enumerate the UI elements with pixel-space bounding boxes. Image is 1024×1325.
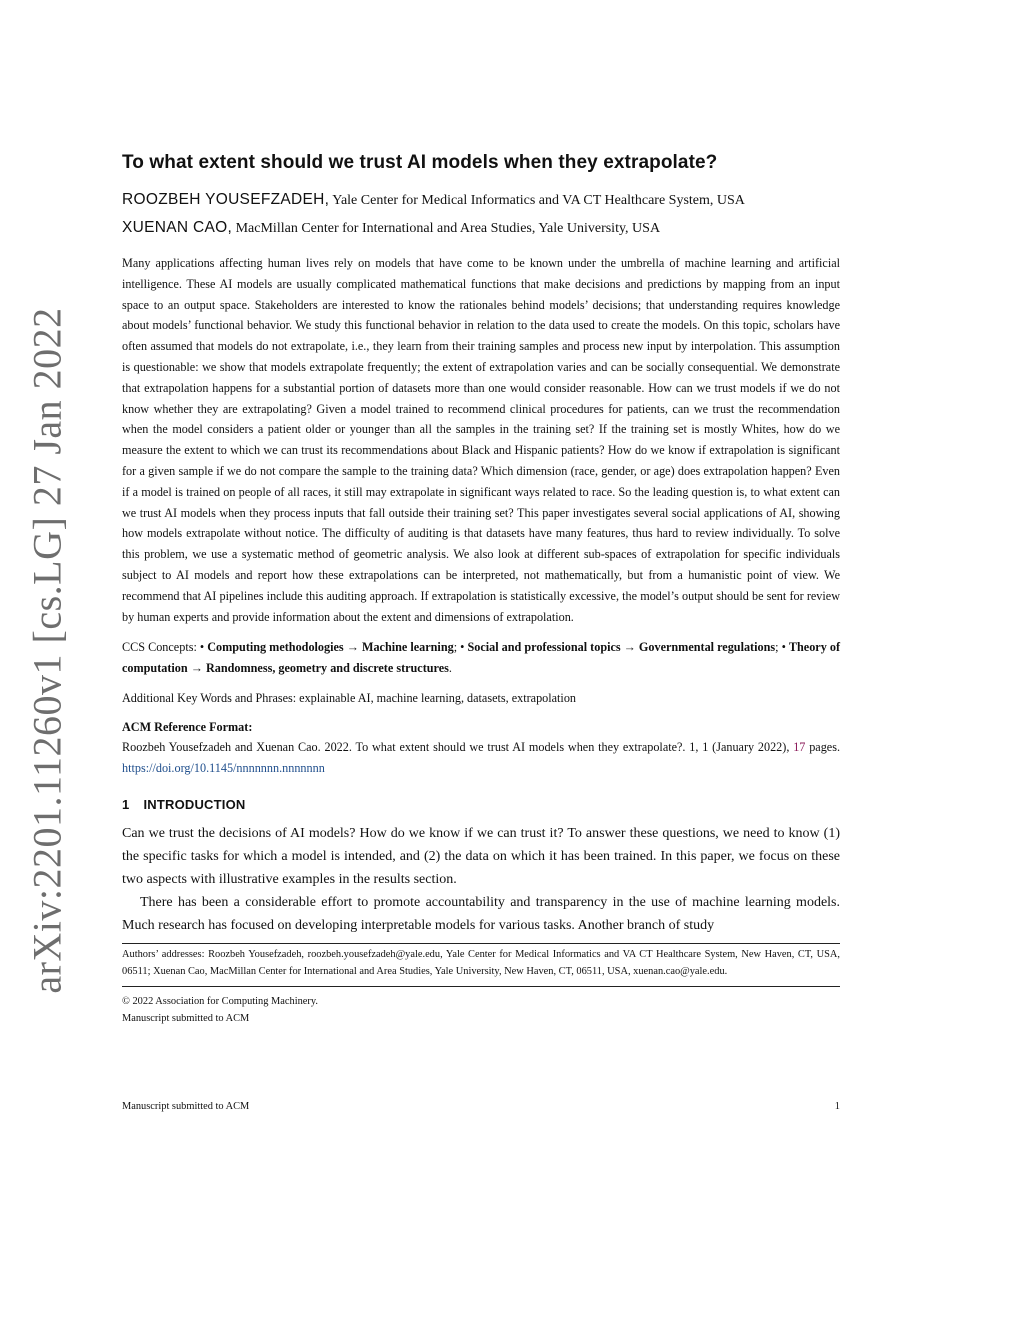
ccs-label: CCS Concepts:	[122, 640, 200, 655]
ccs-item-1-sep: ;	[453, 640, 461, 655]
author-2-affiliation: MacMillan Center for International and Area Studies, Yale University, USA	[235, 221, 661, 236]
ccs-item-2-sep: ;	[775, 640, 782, 655]
ccs-item-3-sep: .	[448, 661, 452, 676]
ccs-item-1-prefix: •	[199, 640, 208, 655]
page-count-link[interactable]: 17	[793, 740, 806, 755]
acm-reference-heading: ACM Reference Format:	[122, 720, 253, 735]
authors-addresses-footnote: Authors’ addresses: Roozbeh Yousefzadeh, roozbeh.yousefzadeh@yale.edu, Yale Center for Medical Informatics and VA CT Healthcare System, New Haven, CT, USA, 06511; Xuenan Cao, MacMillan Center for International and Area Studies, Yale University, New Haven, CT, 06511, USA, xuenan.cao@yale.edu.	[122, 949, 840, 978]
copyright-divider	[122, 986, 840, 987]
pages-word: pages.	[805, 740, 840, 755]
page-number: 1	[834, 1101, 840, 1112]
footer-manuscript-note: Manuscript submitted to ACM	[122, 1101, 250, 1112]
copyright-notice: © 2022 Association for Computing Machinery.	[122, 996, 318, 1008]
author-2	[122, 218, 840, 239]
ccs-item-3: Theory of computation → Randomness, geometry and discrete structures	[122, 640, 841, 676]
doi-link[interactable]: https://doi.org/10.1145/nnnnnnn.nnnnnnn	[122, 761, 325, 776]
section-number: 1	[122, 797, 130, 813]
introduction-body	[122, 822, 840, 937]
acm-reference-text	[122, 737, 840, 779]
ccs-concepts	[122, 637, 840, 679]
ccs-item-2: Social and professional topics → Governmental regulations	[467, 640, 776, 655]
ccs-item-3-prefix: •	[781, 640, 789, 655]
author-2-name: XUENAN CAO,	[122, 219, 233, 236]
arxiv-identifier: arXiv:2201.11260v1 [cs.LG] 27 Jan 2022	[24, 306, 70, 994]
acm-reference-citation: Roozbeh Yousefzadeh and Xuenan Cao. 2022. To what extent should we trust AI models when they extrapolate?. 1, 1 (January 2022),	[122, 740, 794, 755]
author-1-name: ROOZBEH YOUSEFZADEH,	[122, 191, 330, 208]
abstract: Many applications affecting human lives rely on models that have come to be known under the umbrella of machine learning and artificial intelligence. These AI models are usually complicated mathematical functions that make decisions and predictions by mapping from an input space to an output space. Stakeholders are interested to know the rationales behind models’ decisions; that understanding requires knowledge about models’ functional behavior. We study this functional behavior in relation to the data used to create the models. On this topic, scholars have often assumed that models do not extrapolate, i.e., they learn from their training samples and process new input by interpolation. This assumption is questionable: we show that models extrapolate frequently; the extent of extrapolation varies and can be socially consequential. We demonstrate that extrapolation happens for a substantial portion of datasets more than one would consider reasonable. How can we trust models if we do not know whether they are extrapolating? Given a model trained to recommend clinical procedures for patients, can we trust the recommendation when the model considers a patient older or younger than all the samples in the training set? If the training set is mostly Whites, how do we measure the extent to which we can trust its recommendations about Black and Hispanic patients? How do we know if extrapolation is significant for a given sample if we do not compare the sample to the training data? Which dimension (race, gender, or age) does extrapolation happen? Even if a model is trained on people of all races, it still may extrapolate in significant ways related to race. So the leading question is, to what extent can we trust AI models when they process inputs that fall outside their training set? This paper investigates several social applications of AI, showing how models extrapolate without notice. The difficulty of auditing is that datasets have many features, thus hard to review individually. To solve this problem, we use a systematic method of geometric analysis. We also look at different sub-spaces of extrapolation for specific individuals subject to AI models and report how these extrapolations can be interpreted, not mathematically, but from a humanistic point of view. We recommend that AI pipelines include this auditing approach. If extrapolation is statistically excessive, the model’s output should be sent for review by human experts and provide information about the extent and dimensions of extrapolation.	[122, 256, 840, 624]
paragraph: Can we trust the decisions of AI models? How do we know if we can trust it? To answer these questions, we need to know (1) the specific tasks for which a model is intended, and (2) the data on which it has been trained. In this paper, we focus on these two aspects with illustrative examples in the results section.	[122, 826, 840, 888]
ccs-item-2-prefix: •	[460, 640, 468, 655]
page-footer	[122, 1101, 840, 1112]
manuscript-note: Manuscript submitted to ACM	[122, 1013, 250, 1025]
author-1-affiliation: Yale Center for Medical Informatics and VA CT Healthcare System, USA	[332, 193, 745, 208]
paragraph: There has been a considerable effort to promote accountability and transparency in the use of machine learning models. Much research has focused on developing interpretable models for various tasks. Another branch of study	[122, 895, 840, 934]
author-1	[122, 190, 840, 211]
footnote-divider	[122, 943, 840, 944]
additional-keywords: Additional Key Words and Phrases: explainable AI, machine learning, datasets, extrapolation	[122, 691, 577, 706]
section-title: INTRODUCTION	[143, 797, 246, 813]
paper-first-page	[122, 152, 840, 1027]
paper-title: To what extent should we trust AI models when they extrapolate?	[122, 152, 718, 173]
ccs-item-1: Computing methodologies → Machine learning	[207, 640, 454, 655]
arxiv-sidebar-stamp	[24, 306, 70, 994]
section-heading-introduction	[122, 797, 840, 812]
copyright-block	[122, 993, 840, 1027]
